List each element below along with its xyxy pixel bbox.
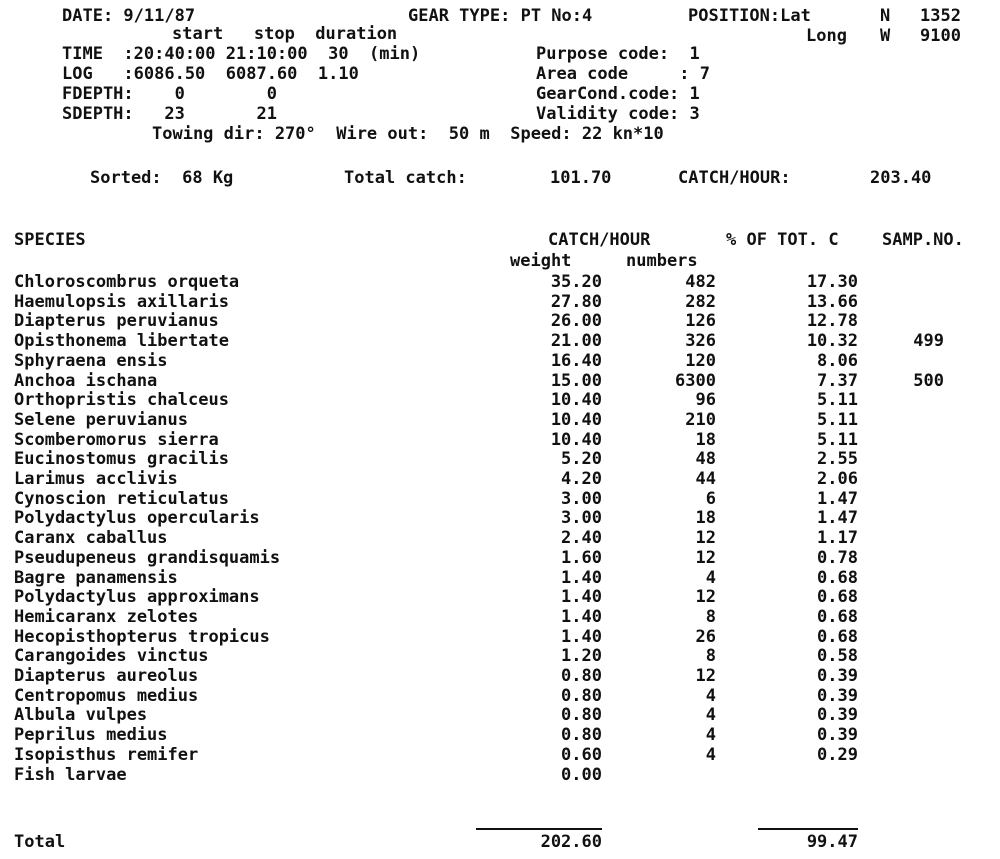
- numbers-value: 120: [685, 351, 716, 371]
- percent-total-header: % OF TOT. C: [726, 230, 839, 250]
- weight-value: 0.00: [561, 765, 602, 785]
- column-labels: start stop duration: [172, 24, 398, 44]
- species-name: Chloroscombrus orqueta: [14, 272, 240, 292]
- percent-value: 7.37: [817, 371, 858, 391]
- weight-value: 21.00: [550, 331, 602, 351]
- species-name: Anchoa ischana: [14, 371, 158, 391]
- percent-value: 0.39: [817, 705, 858, 725]
- weight-value: 5.20: [561, 449, 602, 469]
- species-name: Carangoides vinctus: [14, 646, 209, 666]
- weight-total-rule: [476, 828, 602, 830]
- percent-value: 0.68: [817, 568, 858, 588]
- species-name: Larimus acclivis: [14, 469, 178, 489]
- numbers-value: 210: [685, 410, 716, 430]
- long-hemisphere: W: [880, 26, 891, 46]
- log-row: LOG :6086.50 6087.60 1.10: [62, 64, 359, 84]
- catch-hour-value: 203.40: [870, 168, 932, 188]
- weight-value: 15.00: [550, 371, 602, 391]
- gear-type-label: GEAR TYPE: PT No:4: [408, 6, 593, 26]
- species-name: Diapterus aureolus: [14, 666, 199, 686]
- fdepth-row: FDEPTH: 0 0: [62, 84, 277, 104]
- long-value: 9100: [920, 26, 961, 46]
- species-name: Sphyraena ensis: [14, 351, 168, 371]
- percent-value: 0.68: [817, 627, 858, 647]
- weight-header: weight: [510, 251, 572, 271]
- species-name: Fish larvae: [14, 765, 127, 785]
- percent-value: 2.55: [817, 449, 858, 469]
- time-row: TIME :20:40:00 21:10:00 30 (min): [62, 44, 421, 64]
- species-name: Isopisthus remifer: [14, 745, 199, 765]
- species-name: Peprilus medius: [14, 725, 168, 745]
- numbers-value: 18: [695, 508, 716, 528]
- sample-number: 499: [913, 331, 944, 351]
- species-name: Albula vulpes: [14, 705, 148, 725]
- species-name: Polydactylus opercularis: [14, 508, 260, 528]
- sample-number: 500: [913, 371, 944, 391]
- sorted-weight: Sorted: 68 Kg: [90, 168, 234, 188]
- percent-value: 5.11: [817, 390, 858, 410]
- purpose-code: Purpose code: 1: [536, 44, 700, 64]
- percent-total-rule: [758, 828, 858, 830]
- weight-value: 0.80: [561, 686, 602, 706]
- numbers-value: 12: [695, 548, 716, 568]
- total-weight: 202.60: [540, 832, 602, 852]
- percent-value: 0.29: [817, 745, 858, 765]
- weight-value: 0.80: [561, 725, 602, 745]
- species-name: Eucinostomus gracilis: [14, 449, 229, 469]
- percent-value: 2.06: [817, 469, 858, 489]
- species-name: Bagre panamensis: [14, 568, 178, 588]
- weight-value: 4.20: [561, 469, 602, 489]
- species-name: Pseudupeneus grandisquamis: [14, 548, 281, 568]
- species-name: Opisthonema libertate: [14, 331, 229, 351]
- species-name: Diapterus peruvianus: [14, 311, 219, 331]
- numbers-value: 8: [705, 646, 716, 666]
- numbers-value: 4: [705, 568, 716, 588]
- numbers-value: 482: [685, 272, 716, 292]
- numbers-value: 4: [705, 745, 716, 765]
- total-catch-label: Total catch:: [344, 168, 467, 188]
- lat-value: 1352: [920, 6, 961, 26]
- numbers-value: 96: [695, 390, 716, 410]
- weight-value: 26.00: [550, 311, 602, 331]
- percent-value: 10.32: [806, 331, 858, 351]
- weight-value: 0.80: [561, 705, 602, 725]
- catch-hour-header: CATCH/HOUR: [548, 230, 651, 250]
- long-label: Long: [806, 26, 847, 46]
- percent-value: 1.47: [817, 489, 858, 509]
- weight-value: 3.00: [561, 508, 602, 528]
- numbers-value: 8: [705, 607, 716, 627]
- percent-value: 5.11: [817, 430, 858, 450]
- area-code: Area code : 7: [536, 64, 710, 84]
- numbers-value: 48: [695, 449, 716, 469]
- numbers-value: 6300: [675, 371, 716, 391]
- species-name: Hecopisthopterus tropicus: [14, 627, 270, 647]
- percent-value: 0.39: [817, 666, 858, 686]
- weight-value: 35.20: [550, 272, 602, 292]
- numbers-value: 12: [695, 528, 716, 548]
- weight-value: 16.40: [550, 351, 602, 371]
- numbers-value: 12: [695, 666, 716, 686]
- species-name: Haemulopsis axillaris: [14, 292, 229, 312]
- percent-value: 8.06: [817, 351, 858, 371]
- weight-value: 0.60: [561, 745, 602, 765]
- numbers-value: 18: [695, 430, 716, 450]
- percent-value: 0.78: [817, 548, 858, 568]
- numbers-value: 282: [685, 292, 716, 312]
- weight-value: 1.40: [561, 607, 602, 627]
- numbers-header: numbers: [626, 251, 698, 271]
- numbers-value: 6: [705, 489, 716, 509]
- date-label: DATE: 9/11/87: [62, 6, 196, 26]
- species-name: Scomberomorus sierra: [14, 430, 219, 450]
- percent-value: 17.30: [806, 272, 858, 292]
- weight-value: 27.80: [550, 292, 602, 312]
- numbers-value: 126: [685, 311, 716, 331]
- validity-code: Validity code: 3: [536, 104, 700, 124]
- numbers-value: 12: [695, 587, 716, 607]
- weight-value: 3.00: [561, 489, 602, 509]
- numbers-value: 4: [705, 686, 716, 706]
- weight-value: 10.40: [550, 390, 602, 410]
- lat-hemisphere: N: [880, 6, 891, 26]
- percent-value: 1.47: [817, 508, 858, 528]
- weight-value: 10.40: [550, 430, 602, 450]
- percent-value: 0.68: [817, 607, 858, 627]
- percent-value: 13.66: [806, 292, 858, 312]
- numbers-value: 326: [685, 331, 716, 351]
- percent-value: 12.78: [806, 311, 858, 331]
- species-name: Cynoscion reticulatus: [14, 489, 229, 509]
- species-name: Selene peruvianus: [14, 410, 188, 430]
- numbers-value: 44: [695, 469, 716, 489]
- total-catch-value: 101.70: [550, 168, 612, 188]
- weight-value: 1.40: [561, 587, 602, 607]
- weight-value: 1.40: [561, 627, 602, 647]
- weight-value: 1.20: [561, 646, 602, 666]
- position-label: POSITION:Lat: [688, 6, 811, 26]
- numbers-value: 26: [695, 627, 716, 647]
- total-label: Total: [14, 832, 66, 852]
- percent-value: 0.68: [817, 587, 858, 607]
- sdepth-row: SDEPTH: 23 21: [62, 104, 277, 124]
- towing-info: Towing dir: 270° Wire out: 50 m Speed: 22 kn*10: [152, 124, 664, 144]
- weight-value: 1.60: [561, 548, 602, 568]
- catch-hour-label: CATCH/HOUR:: [678, 168, 791, 188]
- sample-number-header: SAMP.NO.: [882, 230, 964, 250]
- species-name: Caranx caballus: [14, 528, 168, 548]
- species-name: Hemicaranx zelotes: [14, 607, 199, 627]
- weight-value: 2.40: [561, 528, 602, 548]
- numbers-value: 4: [705, 725, 716, 745]
- weight-value: 10.40: [550, 410, 602, 430]
- species-name: Centropomus medius: [14, 686, 199, 706]
- species-name: Polydactylus approximans: [14, 587, 260, 607]
- percent-value: 1.17: [817, 528, 858, 548]
- weight-value: 0.80: [561, 666, 602, 686]
- total-percent: 99.47: [806, 832, 858, 852]
- percent-value: 0.39: [817, 725, 858, 745]
- species-header: SPECIES: [14, 230, 86, 250]
- gearcond-code: GearCond.code: 1: [536, 84, 700, 104]
- percent-value: 0.39: [817, 686, 858, 706]
- numbers-value: 4: [705, 705, 716, 725]
- weight-value: 1.40: [561, 568, 602, 588]
- species-name: Orthopristis chalceus: [14, 390, 229, 410]
- percent-value: 0.58: [817, 646, 858, 666]
- percent-value: 5.11: [817, 410, 858, 430]
